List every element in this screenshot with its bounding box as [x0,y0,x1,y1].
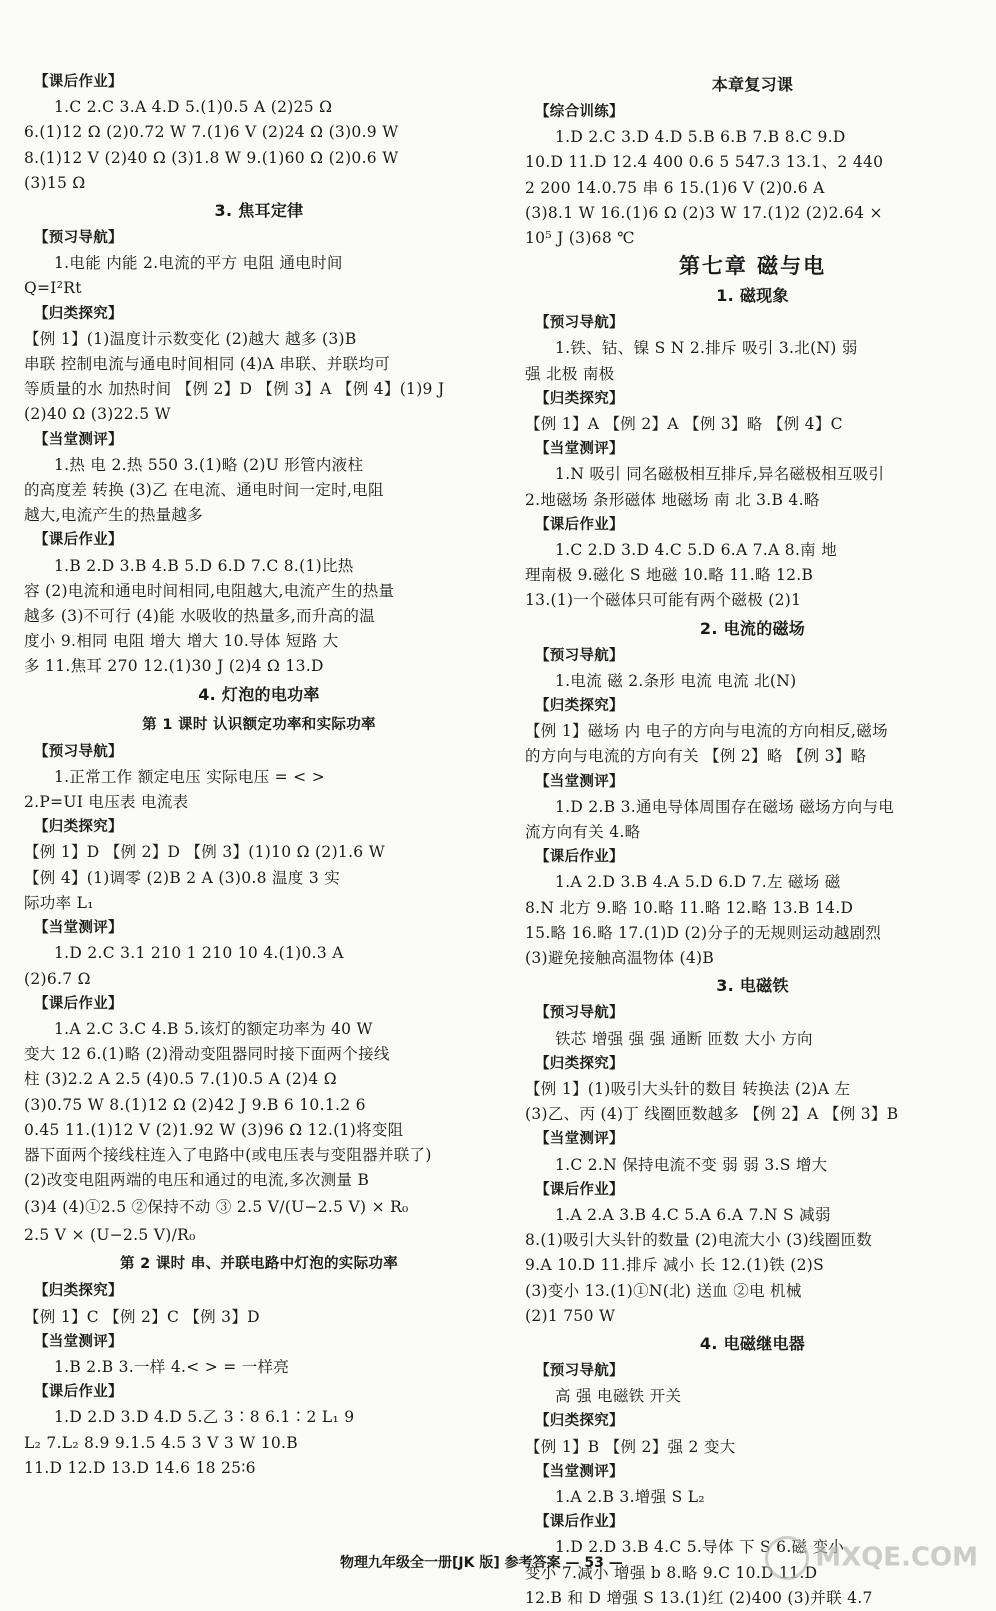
answer-line: 13.(1)一个磁体只可能有两个磁极 (2)1 [525,591,802,610]
answer-line: 15.略 16.略 17.(1)D (2)分子的无规则运动越剧烈 [525,923,882,942]
answer-line: 1.铁、钴、镍 S N 2.排斥 吸引 3.北(N) 弱 [555,339,858,358]
answer-line: 2.5 V × (U−2.5 V)/R₀ [24,1226,196,1245]
section-heading: 【课后作业】 [535,1514,624,1531]
answer-line: 0.45 11.(1)12 V (2)1.92 W (3)96 Ω 12.(1)将变阻 [24,1120,404,1139]
answer-line: 【例 1】(1)吸引大头针的数目 转换法 (2)A 左 [525,1079,851,1098]
answer-line: (3)避免接触高温物体 (4)B [525,949,715,968]
section-heading: 【当堂测评】 [34,920,123,937]
section-title: 1. 磁现象 [716,286,789,306]
answer-line: 1.A 2.D 3.B 4.A 5.D 6.D 7.左 磁场 磁 [555,873,841,892]
answer-line: 1.A 2.C 3.C 4.B 5.该灯的额定功率为 40 W [54,1019,373,1038]
answer-line: 8.(1)吸引大头针的数量 (2)电流大小 (3)线圈匝数 [525,1231,873,1250]
section-heading: 【归类探究】 [535,1413,624,1430]
answer-line: 9.A 10.D 11.排斥 减小 长 12.(1)铁 (2)S [525,1256,825,1275]
answer-line: 等质量的水 加热时间 【例 2】D 【例 3】A 【例 4】(1)9 J [24,380,445,399]
section-heading: 【归类探究】 [34,1283,123,1300]
answer-line: 1.D 2.B 3.通电导体周围存在磁场 磁场方向与电 [555,797,895,816]
answer-line: 1.电能 内能 2.电流的平方 电阻 通电时间 [54,254,343,273]
answer-line: 1.B 2.B 3.一样 4.< > = 一样亮 [54,1357,290,1376]
section-heading: 【课后作业】 [34,1384,123,1401]
answer-line: 柱 (3)2.2 A 2.5 (4)0.5 7.(1)0.5 A (2)4 Ω [24,1070,337,1089]
section-heading: 【归类探究】 [34,819,123,836]
answer-line: (2)40 Ω (3)22.5 W [24,405,171,424]
section-heading: 【课后作业】 [34,532,123,549]
section-heading: 【课后作业】 [34,74,123,90]
answer-line: 【例 1】A 【例 2】A 【例 3】略 【例 4】C [525,415,843,434]
section-title: 本章复习课 [711,75,794,94]
answer-line: 1.C 2.D 3.D 4.C 5.D 6.A 7.A 8.南 地 [555,541,838,560]
answer-line: 的高度差 转换 (3)乙 在电流、通电时间一定时,电阻 [24,481,384,500]
lesson-title: 第 2 课时 串、并联电路中灯泡的实际功率 [119,1256,399,1273]
answer-line: 1.D 2.C 3.1 210 1 210 10 4.(1)0.3 A [54,944,344,963]
watermark-logo [765,1536,978,1580]
section-title: 3. 焦耳定律 [214,201,304,221]
answer-line: 1.D 2.C 3.D 4.D 5.B 6.B 7.B 8.C 9.D [555,128,846,147]
answer-line: 容 (2)电流和通电时间相同,电阻越大,电流产生的热量 [24,581,395,600]
answer-line: 多 11.焦耳 270 12.(1)30 J (2)4 Ω 13.D [24,657,324,676]
answer-line: 【例 1】磁场 内 电子的方向与电流的方向相反,磁场 [525,722,888,741]
section-heading: 【当堂测评】 [34,431,123,448]
answer-line: 10⁵ J (3)68 ℃ [525,229,635,248]
lesson-title: 第 1 课时 认识额定功率和实际功率 [142,716,376,733]
answer-line: 1.正常工作 额定电压 实际电压 = < > [54,767,325,786]
section-heading: 【归类探究】 [34,305,123,322]
answer-line: 8.(1)12 V (2)40 Ω (3)1.8 W 9.(1)60 Ω (2)0.6 W [24,148,399,167]
section-heading: 【预习导航】 [535,1362,624,1379]
answer-line: 2.地磁场 条形磁体 地磁场 南 北 3.B 4.略 [525,490,820,509]
answer-line: 1.热 电 2.热 550 3.(1)略 (2)U 形管内液柱 [54,455,364,474]
answer-line: 1.电流 磁 2.条形 电流 电流 北(N) [555,671,797,690]
answer-line: 【例 1】C 【例 2】C 【例 3】D [24,1307,260,1326]
answer-line: (3)变小 13.(1)①N(北) 送血 ②电 机械 [525,1281,802,1300]
watermark-text: MXQE.COM [815,1542,978,1573]
answer-line: (3)8.1 W 16.(1)6 Ω (2)3 W 17.(1)2 (2)2.64 × [525,203,883,222]
answer-line: 1.B 2.D 3.B 4.B 5.D 6.D 7.C 8.(1)比热 [54,556,354,575]
section-heading: 【预习导航】 [535,315,624,332]
answer-line: 1.N 吸引 同名磁极相互排斥,异名磁极相互吸引 [555,465,885,484]
answer-line: (2)改变电阻两端的电压和通过的电流,多次测量 B [24,1171,370,1190]
answer-line: 1.C 2.C 3.A 4.D 5.(1)0.5 A (2)25 Ω [54,98,333,117]
answer-line: 【例 4】(1)调零 (2)B 2 A (3)0.8 温度 3 实 [24,868,341,887]
answer-line: 【例 1】B 【例 2】强 2 变大 [525,1437,736,1456]
answer-line: L₂ 7.L₂ 8.9 9.1.5 4.5 3 V 3 W 10.B [24,1433,298,1452]
answer-line: 【例 1】D 【例 2】D 【例 3】(1)10 Ω (2)1.6 W [24,843,385,862]
page-footer: 物理九年级全一册[JK 版] 参考答案 — 53 — [340,1555,623,1571]
section-heading: 【课后作业】 [34,995,123,1012]
answer-line: 【例 1】(1)温度计示数变化 (2)越大 越多 (3)B [24,329,357,348]
answer-line: Q=I²Rt [24,279,82,298]
answer-line: 1.D 2.D 3.B 4.C 5.导体 下 S 6.磁 变小 [555,1538,845,1557]
section-heading: 【综合训练】 [535,104,624,120]
answer-line: 高 强 电磁铁 开关 [555,1387,682,1406]
section-heading: 【归类探究】 [535,698,624,715]
section-heading: 【当堂测评】 [535,1463,624,1480]
section-heading: 【当堂测评】 [34,1333,123,1350]
answer-line: (3)4 (4)①2.5 ②保持不动 ③ 2.5 V/(U−2.5 V) × R₀ [24,1198,409,1217]
section-heading: 【预习导航】 [34,230,123,247]
right-column [525,70,980,1611]
answer-line: 度小 9.相同 电阻 增大 增大 10.导体 短路 大 [24,632,339,651]
watermark-circle-icon [765,1536,809,1580]
answer-line: 理南极 9.磁化 S 地磁 10.略 11.略 12.B [525,566,814,585]
answer-line: 1.A 2.B 3.增强 S L₂ [555,1487,705,1506]
section-title: 4. 电磁继电器 [699,1333,806,1353]
answer-line: 际功率 L₁ [24,893,94,912]
section-heading: 【课后作业】 [535,1181,624,1198]
answer-line: 器下面两个接线柱连入了电路中(或电压表与变阻器并联了) [24,1145,432,1164]
answer-line: 2.P=UI 电压表 电流表 [24,793,189,812]
answer-line: (3)15 Ω [24,173,86,192]
answer-line: 6.(1)12 Ω (2)0.72 W 7.(1)6 V (2)24 Ω (3)0.9 W [24,123,399,142]
section-heading: 【课后作业】 [535,849,624,866]
answer-line: 2 200 14.0.75 串 6 15.(1)6 V (2)0.6 A [525,178,825,197]
answer-line: 10.D 11.D 12.4 400 0.6 5 547.3 13.1、2 440 [525,153,884,172]
section-heading: 【归类探究】 [535,390,624,407]
left-column [24,70,494,1481]
answer-line: 1.A 2.A 3.B 4.C 5.A 6.A 7.N S 减弱 [555,1205,831,1224]
answer-line: 变小 7.减小 增强 b 8.略 9.C 10.D 11.D [525,1563,818,1582]
answer-line: 越大,电流产生的热量越多 [24,506,204,525]
answer-line: 的方向与电流的方向有关 【例 2】略 【例 3】略 [525,747,867,766]
section-heading: 【预习导航】 [535,1005,624,1022]
answer-line: 1.D 2.D 3.D 4.D 5.乙 3∶8 6.1∶2 L₁ 9 [54,1408,355,1427]
chapter-title: 第七章 磁与电 [678,254,827,279]
answer-line: 8.N 北方 9.略 10.略 11.略 12.略 13.B 14.D [525,898,854,917]
answer-line: (2)6.7 Ω [24,969,91,988]
answer-line: 越多 (3)不可行 (4)能 水吸收的热量多,而升高的温 [24,607,376,626]
answer-line: 铁芯 增强 强 强 通断 匝数 大小 方向 [555,1029,813,1048]
section-heading: 【当堂测评】 [535,1131,624,1148]
answer-line: 强 北极 南极 [525,364,615,383]
answer-line: (2)1 750 W [525,1306,616,1325]
section-heading: 【预习导航】 [34,743,123,760]
section-title: 4. 灯泡的电功率 [198,684,320,704]
answer-line: 流方向有关 4.略 [525,823,641,842]
section-heading: 【预习导航】 [535,647,624,664]
section-heading: 【归类探究】 [535,1055,624,1072]
answer-line: 变大 12 6.(1)略 (2)滑动变阻器同时接下面两个接线 [24,1045,390,1064]
answer-line: 1.C 2.N 保持电流不变 弱 弱 3.S 增大 [555,1155,828,1174]
answer-line: (3)0.75 W 8.(1)12 Ω (2)42 J 9.B 6 10.1.2 6 [24,1095,366,1114]
answer-line: (3)乙、丙 (4)丁 线圈匝数越多 【例 2】A 【例 3】B [525,1105,899,1124]
section-heading: 【课后作业】 [535,516,624,533]
section-title: 3. 电磁铁 [716,976,789,996]
answer-line: 串联 控制电流与通电时间相同 (4)A 串联、并联均可 [24,355,391,374]
section-heading: 【当堂测评】 [535,773,624,790]
section-heading: 【当堂测评】 [535,441,624,458]
answer-line: 12.B 和 D 增强 S 13.(1)红 (2)400 (3)并联 4.7 [525,1588,873,1607]
answer-line: 11.D 12.D 13.D 14.6 18 25∶6 [24,1458,256,1477]
section-title: 2. 电流的磁场 [699,618,806,638]
